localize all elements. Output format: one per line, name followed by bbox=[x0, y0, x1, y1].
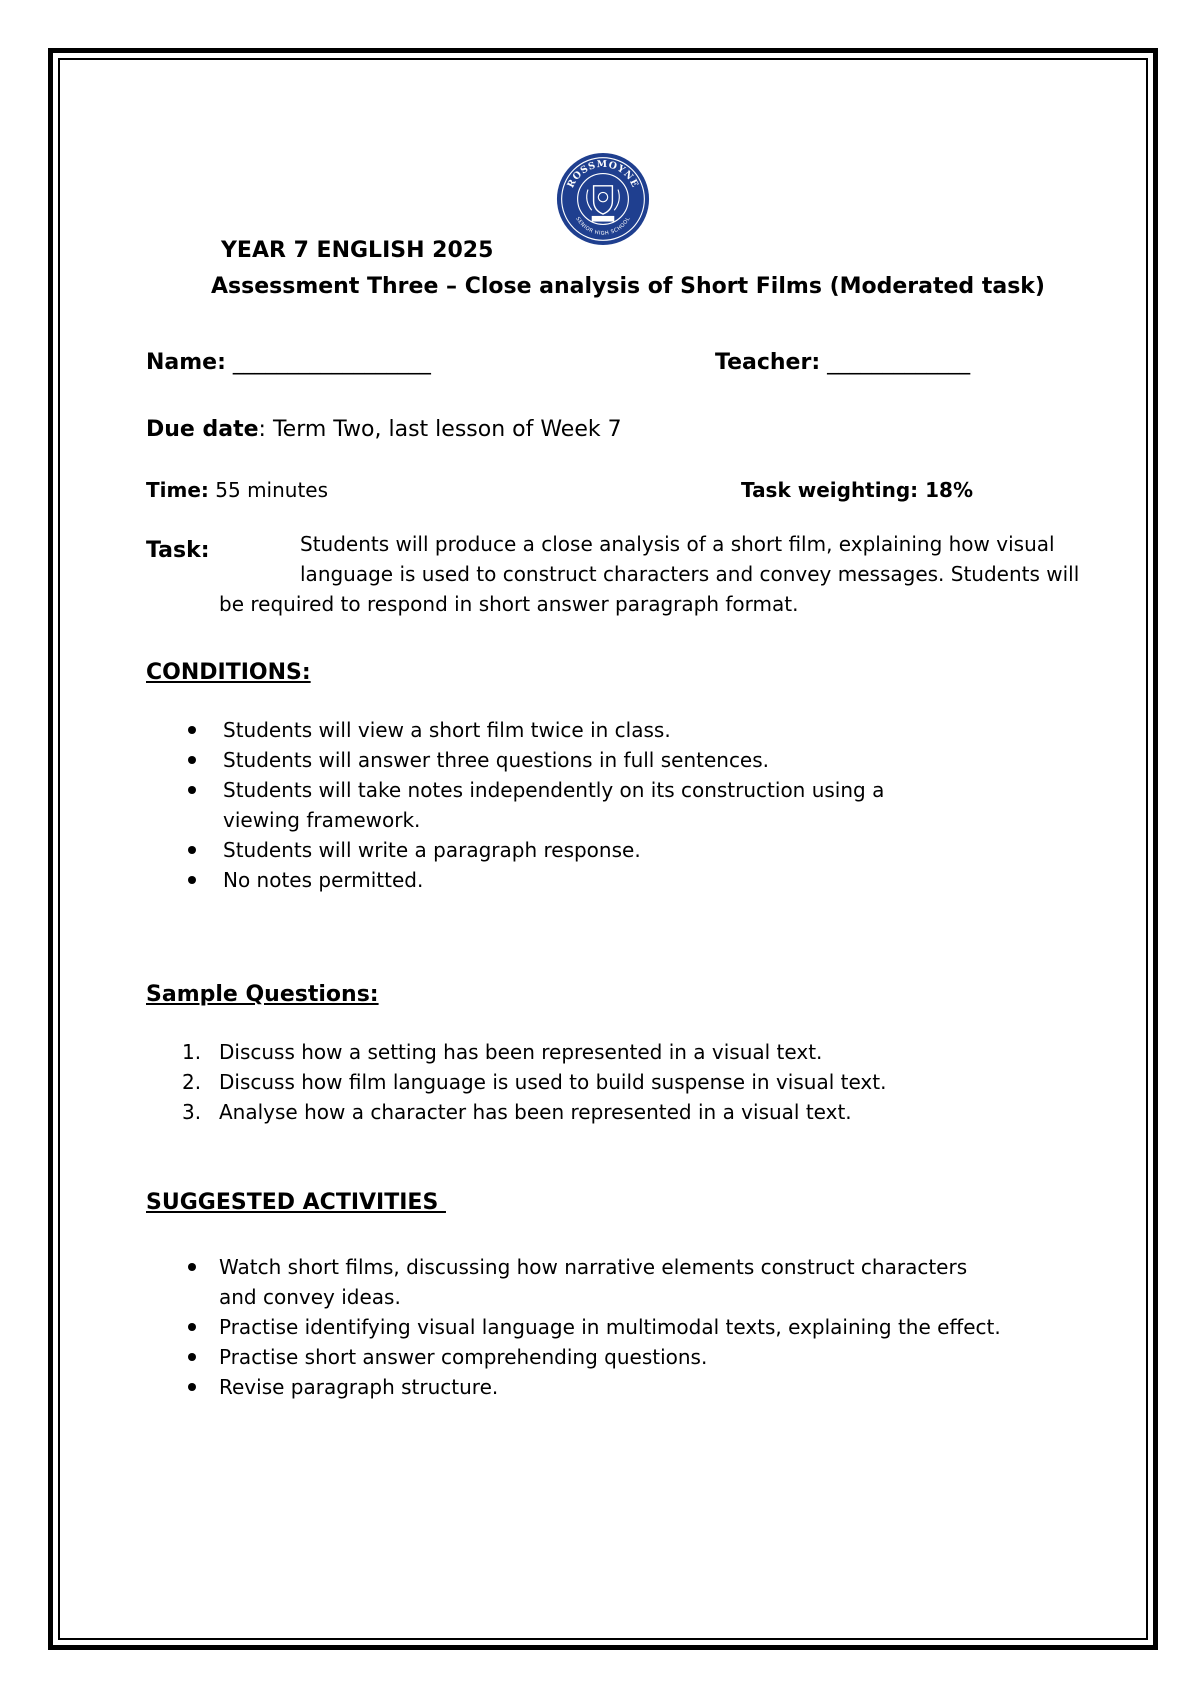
bullet-icon bbox=[188, 786, 196, 794]
bullet-icon bbox=[188, 1353, 196, 1361]
bullet-icon bbox=[188, 756, 196, 764]
bullet-icon bbox=[188, 876, 196, 884]
teacher-field[interactable] bbox=[715, 350, 970, 375]
list-item bbox=[219, 1312, 1009, 1342]
task-line-2: language is used to construct characters and convey messages. Students will bbox=[300, 562, 1080, 586]
list-item bbox=[223, 775, 963, 835]
bullet-icon bbox=[188, 1263, 196, 1271]
task-line-3: be required to respond in short answer paragraph format. bbox=[219, 592, 799, 616]
question-text: Discuss how film language is used to build suspense in visual text. bbox=[219, 1070, 887, 1094]
year-title: YEAR 7 ENGLISH 2025 bbox=[221, 238, 494, 263]
list-item bbox=[219, 1342, 1009, 1372]
bullet-icon bbox=[188, 1383, 196, 1391]
name-field[interactable] bbox=[146, 350, 431, 375]
bullet-icon bbox=[188, 1323, 196, 1331]
list-item bbox=[219, 1372, 1009, 1402]
condition-text: Students will take notes independently on its construction using a viewing framework. bbox=[223, 778, 885, 832]
condition-text: No notes permitted. bbox=[223, 868, 424, 892]
question-text: Discuss how a setting has been represented in a visual text. bbox=[219, 1040, 823, 1064]
teacher-label: Teacher: bbox=[715, 350, 821, 375]
conditions-list bbox=[223, 715, 983, 895]
task-label: Task: bbox=[146, 538, 210, 563]
sample-questions-heading: Sample Questions: bbox=[146, 982, 379, 1007]
list-item bbox=[223, 715, 983, 745]
time-value: 55 minutes bbox=[215, 478, 329, 502]
list-item: 2. Discuss how film language is used to build suspense in visual text. bbox=[182, 1070, 887, 1094]
activity-text: Revise paragraph structure. bbox=[219, 1375, 499, 1399]
school-crest-logo bbox=[556, 152, 650, 246]
crest-top-text: ROSSMOYNE bbox=[565, 158, 641, 190]
crest-bottom-text: SENIOR HIGH SCHOOL bbox=[574, 216, 632, 237]
list-item bbox=[223, 835, 983, 865]
time-label: Time: bbox=[146, 478, 209, 502]
activity-text: Practise short answer comprehending questions. bbox=[219, 1345, 708, 1369]
list-item bbox=[219, 1252, 999, 1312]
sample-questions-list bbox=[182, 1037, 1019, 1127]
bullet-icon bbox=[188, 726, 196, 734]
due-date-label: Due date bbox=[146, 417, 259, 442]
name-blank: __________________ bbox=[232, 350, 431, 375]
due-date bbox=[146, 417, 622, 442]
conditions-heading: CONDITIONS: bbox=[146, 660, 311, 685]
condition-text: Students will write a paragraph response. bbox=[223, 838, 641, 862]
activity-text: Watch short films, discussing how narrative elements construct characters and convey ideas. bbox=[219, 1255, 968, 1309]
condition-text: Students will answer three questions in full sentences. bbox=[223, 748, 770, 772]
question-text: Analyse how a character has been represented in a visual text. bbox=[219, 1100, 852, 1124]
task-line-1: Students will produce a close analysis of a short film, explaining how visual bbox=[300, 532, 1055, 556]
list-item: 1. Discuss how a setting has been represented in a visual text. bbox=[182, 1040, 823, 1064]
time-info bbox=[146, 478, 328, 502]
list-item bbox=[223, 745, 983, 775]
list-item bbox=[223, 865, 983, 895]
activities-heading: SUGGESTED ACTIVITIES bbox=[146, 1190, 446, 1215]
teacher-blank: _____________ bbox=[827, 350, 971, 375]
name-label: Name: bbox=[146, 350, 226, 375]
activity-text: Practise identifying visual language in multimodal texts, explaining the effect. bbox=[219, 1315, 1001, 1339]
assessment-title: Assessment Three – Close analysis of Short Films (Moderated task) bbox=[211, 274, 1045, 299]
due-date-value: : Term Two, last lesson of Week 7 bbox=[258, 417, 622, 442]
bullet-icon bbox=[188, 846, 196, 854]
condition-text: Students will view a short film twice in class. bbox=[223, 718, 671, 742]
activities-list bbox=[219, 1252, 1009, 1402]
task-weighting: Task weighting: 18% bbox=[741, 478, 973, 502]
list-item: 3. Analyse how a character has been represented in a visual text. bbox=[182, 1100, 852, 1124]
